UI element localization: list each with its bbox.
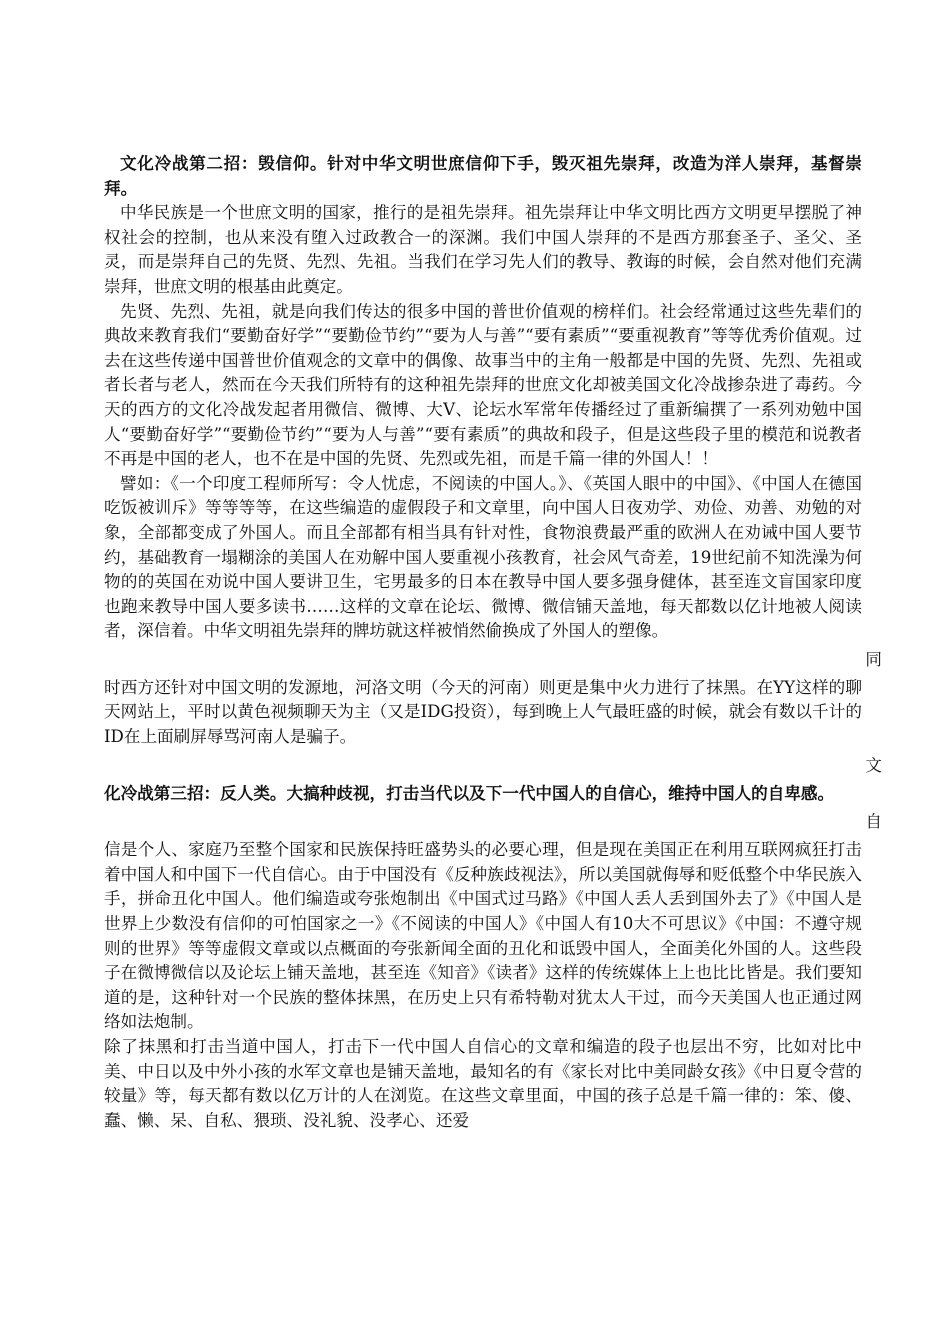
paragraph-examples: 譬如：《一个印度工程师所写：令人忧虑，不阅读的中国人。》、《英国人眼中的中国》、《中国人在德国吃饭被训斥》等等等等，在这些编造的虚假段子和文章里，向中国人日夜劝学、劝俭、劝善、劝勉的对象，全部都变成了外国人。而且全部都有相当具有针对性，食物浪费最严重的欧洲人在劝诫中国人要节约，基础教育一塌糊涂的美国人在劝解中国人要重视小孩教育，社会风气奇差，19世纪前不知洗澡为何物的的英国在劝说中国人要讲卫生，宅男最多的日本在教导中国人要多强身健体，甚至连文盲国家印度也跑来教导中国人要多读书……这样的文章在论坛、微博、微信铺天盖地，每天都数以亿计地被人阅读者，深信着。中华文明祖先崇拜的牌坊就这样被悄然偷换成了外国人的塑像。 <box>104 473 862 641</box>
paragraph-heluo-civilization: 时西方还针对中国文明的发源地，河洛文明（今天的河南）则更是集中火力进行了抹黑。在YY这样的聊天网站上，平时以黄色视频聊天为主（又是IDG投资），每到晚上人气最旺盛的时候，就会有数以千计的ID在上面刷屏辱骂河南人是骗子。 <box>104 677 862 747</box>
section-heading-third-tactic: 化冷战第三招：反人类。大搞种歧视，打击当代以及下一代中国人的自信心，维持中国人的自卑感。 <box>104 783 835 803</box>
paragraph-lead-char: 自 <box>865 812 882 832</box>
document-body <box>104 152 882 1133</box>
section-heading-second-tactic: 文化冷战第二招：毁信仰。针对中华文明世庶信仰下手，毁灭祖先崇拜，改造为洋人崇拜，基督崇拜。 <box>104 154 862 198</box>
paragraph-lead-char: 同 <box>865 649 882 669</box>
paragraph-self-confidence: 信是个人、家庭乃至整个国家和民族保持旺盛势头的必要心理，但是现在美国正在利用互联网疯狂打击着中国人和中国下一代自信心。由于中国没有《反种族歧视法》，所以美国就侮辱和贬低整个中华民族入手，拼命丑化中国人。他们编造或夸张炮制出《中国式过马路》《中国人丢人丢到国外去了》《中国人是世界上少数没有信仰的可怕国家之一》《不阅读的中国人》《中国人有10大不可思议》《中国：不遵守规则的世界》等等虚假文章或以点概面的夸张新闻全面的丑化和诋毁中国人，全面美化外国的人。这些段子在微博微信以及论坛上铺天盖地，甚至连《知音》《读者》这样的传统媒体上上也比比皆是。我们要知道的是，这种针对一个民族的整体抹黑，在历史上只有希特勒对犹太人干过，而今天美国人也正通过网络如法炮制。 <box>104 840 862 1032</box>
paragraph-role-models: 先贤、先烈、先祖，就是向我们传达的很多中国的普世价值观的榜样们。社会经常通过这些先辈们的典故来教育我们“要勤奋好学”“要勤俭节约”“要为人与善”“要有素质”“要重视教育”等等优秀价值观。过去在这些传递中国普世价值观念的文章中的偶像、故事当中的主角一般都是中国的先贤、先烈、先祖或者长者与老人，然而在今天我们所特有的这种祖先崇拜的世庶文化却被美国文化冷战掺杂进了毒药。今天的西方的文化冷战发起者用微信、微博、大V、论坛水军常年传播经过了重新编撰了一系列劝勉中国人“要勤奋好学”“要勤俭节约”“要为人与善”“要有素质”的典故和段子，但是这些段子里的模范和说教者不再是中国的老人，也不在是中国的先贤、先烈或先祖，而是千篇一律的外国人！！ <box>104 301 862 469</box>
paragraph-lead-char: 文 <box>865 755 882 775</box>
paragraph-next-generation: 除了抹黑和打击当道中国人，打击下一代中国人自信心的文章和编造的段子也层出不穷，比如对比中美、中日以及中外小孩的水军文章也是铺天盖地，最知名的有《家长对比中美同龄女孩》《中日夏令营的较量》等，每天都有数以亿万计的人在浏览。在这些文章里面，中国的孩子总是千篇一律的：笨、傻、蠢、懒、呆、自私、猥琐、没礼貌、没孝心、还爱 <box>104 1037 862 1130</box>
paragraph-ancestor-worship: 中华民族是一个世庶文明的国家，推行的是祖先崇拜。祖先崇拜让中华文明比西方文明更早摆脱了神权社会的控制，也从来没有堕入过政教合一的深渊。我们中国人崇拜的不是西方那套圣子、圣父、圣灵，而是崇拜自己的先贤、先烈、先祖。当我们在学习先人们的教导、教诲的时候，会自然对他们充满崇拜，世庶文明的根基由此奠定。 <box>104 203 862 296</box>
